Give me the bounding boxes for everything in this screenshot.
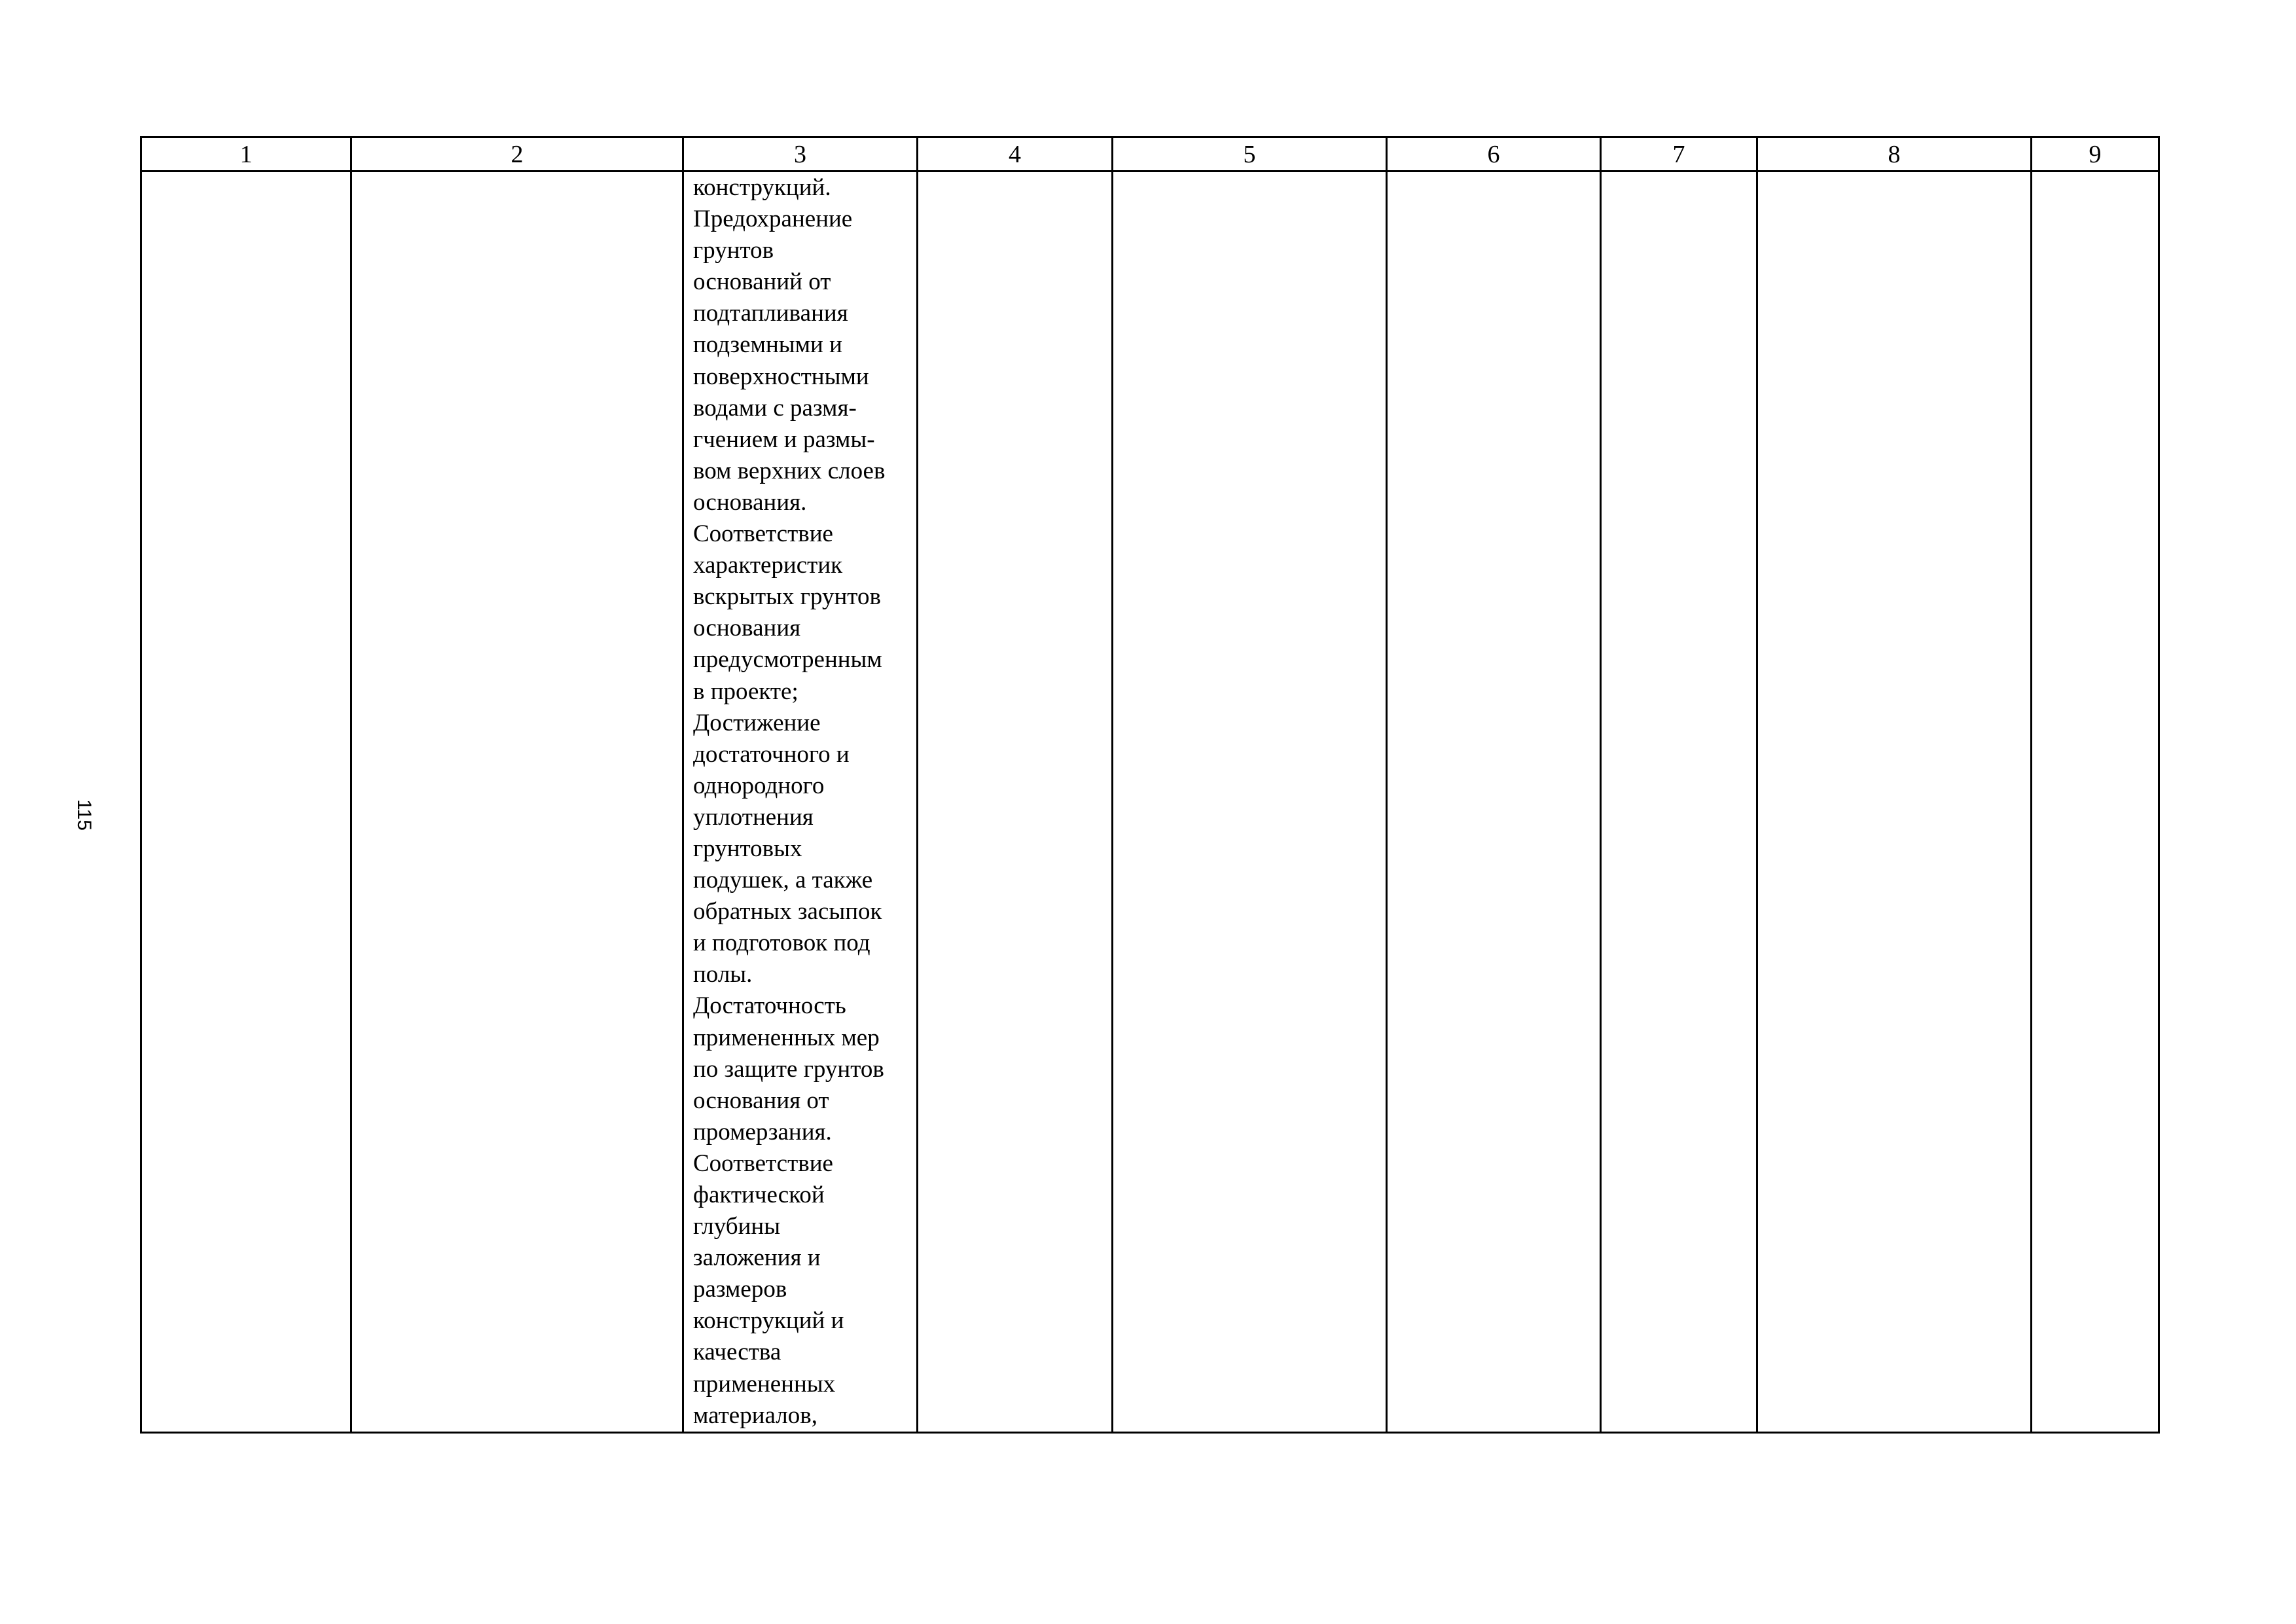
text-line: Предохранение [693,206,853,233]
page-number: 115 [73,799,95,831]
text-line: промерзания. [693,1118,832,1146]
text-line: в проекте; [693,677,798,705]
text-line: вом верхних слоев [693,457,886,484]
text-line: грунтов [693,237,774,264]
text-line: поверхностными [693,363,869,390]
cell-col-9 [2032,171,2159,1433]
text-line: основания от [693,1087,829,1114]
header-row [141,137,2159,171]
text-line: конструкций и [693,1307,844,1335]
inspection-table [140,136,2160,1434]
text-line: материалов, [693,1401,817,1429]
cell-col-3 [683,171,918,1433]
text-line: гчением и размы- [693,425,875,453]
column-header-9: 9 [2032,137,2159,171]
column-header-4: 4 [918,137,1113,171]
text-line: Достаточность [693,992,846,1020]
requirements-text [684,172,916,1432]
text-line: Достижение [693,709,821,736]
text-line: подушек, а также [693,867,873,894]
column-header-3: 3 [683,137,918,171]
text-line: подтапливания [693,300,848,327]
text-line: полы. [693,961,753,988]
text-line: заложения и [693,1244,821,1272]
table-row [141,171,2159,1433]
text-line: качества [693,1339,781,1366]
text-line: подземными и [693,331,842,359]
column-header-2: 2 [351,137,683,171]
cell-col-7 [1601,171,1757,1433]
text-line: оснований от [693,268,831,296]
cell-col-1 [141,171,351,1433]
text-line: по защите грунтов [693,1055,884,1083]
text-line: примененных мер [693,1024,880,1051]
column-header-8: 8 [1757,137,2032,171]
text-line: глубины [693,1213,781,1240]
text-line: Соответствие [693,520,833,548]
text-line: предусмотренным [693,646,882,674]
cell-col-5 [1113,171,1387,1433]
text-line: водами с размя- [693,394,857,422]
column-header-7: 7 [1601,137,1757,171]
column-header-6: 6 [1387,137,1601,171]
text-line: основания [693,615,801,642]
text-line: достаточного и [693,740,850,768]
cell-col-4 [918,171,1113,1433]
text-line: Соответствие [693,1149,833,1177]
text-line: конструкций. [693,174,831,201]
text-line: примененных [693,1370,836,1398]
column-header-1: 1 [141,137,351,171]
cell-col-2 [351,171,683,1433]
column-header-5: 5 [1113,137,1387,171]
text-line: грунтовых [693,835,802,862]
text-line: однородного [693,772,825,799]
text-line: размеров [693,1276,787,1303]
text-line: фактической [693,1182,825,1208]
cell-col-6 [1387,171,1601,1433]
text-line: обратных засыпок [693,898,882,926]
text-line: основания. [693,488,807,516]
text-line: уплотнения [693,803,814,831]
text-line: вскрытых грунтов [693,583,881,611]
cell-col-8 [1757,171,2032,1433]
text-line: характеристик [693,552,843,579]
text-line: и подготовок под [693,929,870,957]
